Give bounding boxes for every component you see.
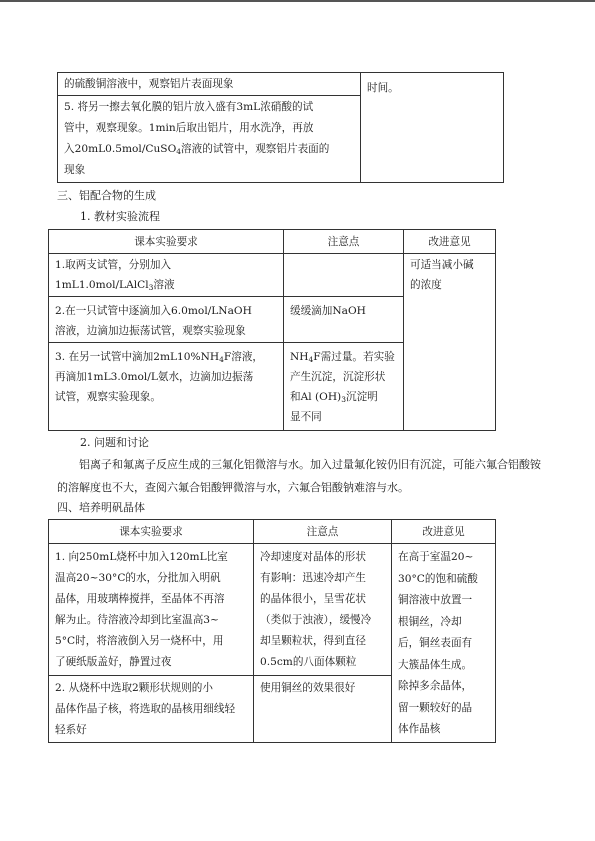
table-cell bbox=[49, 254, 284, 297]
table-row bbox=[58, 73, 504, 96]
cell-text: $NH_4F$需过量。若实验 bbox=[290, 351, 395, 364]
subscript-text: 4 bbox=[308, 355, 314, 364]
table-alum-crystal bbox=[48, 519, 496, 743]
cell-text: 1. 向250mL烧杯中加入120mL比室 bbox=[55, 551, 228, 563]
section-title-aluminum-complex: 三、铝配合物的生成 bbox=[57, 189, 156, 202]
cell-text: 除掉多余晶体， bbox=[398, 680, 473, 692]
cell-text: 温高20~30°C的水，分批加入明矾 bbox=[55, 572, 221, 584]
table-cell bbox=[392, 544, 496, 743]
cell-text: 在高于室温20~ bbox=[398, 551, 474, 563]
subsection-title-procedure: 1. 教材实验流程 bbox=[80, 210, 160, 223]
cell-text: 3. 在另一试管中滴加$2mL10\%NH_4F$溶液， bbox=[55, 351, 264, 364]
cell-text: 显不同 bbox=[290, 411, 322, 423]
cell-text: 的晶体很小，呈雪花状 bbox=[260, 593, 366, 605]
table-cell bbox=[284, 254, 404, 297]
subscript-text: 4 bbox=[219, 355, 224, 364]
column-header: 注意点 bbox=[284, 230, 404, 254]
table-cell bbox=[58, 96, 361, 183]
column-header: 注意点 bbox=[254, 520, 392, 544]
cell-text: 缓缓滴加NaOH bbox=[290, 305, 366, 317]
cell-text: 后，铜丝表面有 bbox=[398, 637, 473, 649]
cell-text: 2.在一只试管中逐滴加入6.0mol/LNaOH bbox=[55, 305, 252, 317]
discussion-paragraph: 铝离子和氟离子反应生成的三氟化铝微溶与水。加入过量氟化铵仍旧有沉淀，可能六氟合铝酸铵的溶解度也不大，查阅六氟合铝酸钾微溶与水，六氟合铝酸钠难溶与水。 bbox=[57, 458, 541, 494]
table-cell bbox=[361, 73, 504, 183]
cell-text: 却呈颗粒状，得到直径 bbox=[260, 635, 366, 647]
page-top-rule bbox=[0, 0, 595, 2]
table-header-row bbox=[49, 230, 496, 254]
cell-text: 晶体作晶子核，将选取的晶核用细线轻 bbox=[55, 703, 236, 715]
cell-text: 轻系好 bbox=[55, 724, 87, 736]
table-cell bbox=[49, 343, 284, 431]
subscript-text: 3 bbox=[341, 395, 346, 404]
table-cell bbox=[254, 676, 392, 743]
table-header-row bbox=[49, 520, 496, 544]
cell-text: 0.5cm的八面体颗粒 bbox=[260, 656, 357, 668]
cell-text: 5°C时，将溶液倒入另一烧杯中，用 bbox=[55, 635, 224, 647]
table-cell bbox=[58, 73, 361, 96]
subscript-text: 4 bbox=[176, 147, 182, 156]
cell-text: 解为止。待溶液冷却到比室温高3~ bbox=[55, 614, 219, 626]
cell-text: 的硫酸铜溶液中，观察铝片表面现象 bbox=[64, 78, 234, 90]
table-cell bbox=[254, 544, 392, 676]
column-header: 课本实验要求 bbox=[49, 520, 254, 544]
cell-text: 时间。 bbox=[367, 82, 399, 94]
cell-text: 铜溶液中放置一 bbox=[398, 594, 473, 606]
table-cell bbox=[49, 297, 284, 343]
cell-text: 现象 bbox=[64, 164, 86, 176]
cell-text: 产生沉淀，沉淀形状 bbox=[290, 371, 386, 383]
table-cell bbox=[49, 676, 254, 743]
cell-text: 使用铜丝的效果很好 bbox=[260, 682, 356, 694]
cell-text: 再滴加1mL3.0mol/L氨水，边滴加边振荡 bbox=[55, 371, 254, 383]
column-header: 课本实验要求 bbox=[49, 230, 284, 254]
cell-text: （类似于浊液），缓慢冷 bbox=[260, 614, 372, 626]
cell-text: 1mL1.0mol/LAlCl$_3$溶液 bbox=[55, 279, 175, 292]
table-aluminum-reactions-continued bbox=[57, 72, 504, 183]
cell-text: 5. 将另一擦去氧化膜的铝片放入盛有3mL浓硝酸的试 bbox=[64, 101, 314, 113]
cell-text: 2. 从烧杯中选取2颗形状规则的小 bbox=[55, 682, 213, 694]
cell-text: 溶液，边滴加边振荡试管，观察实验现象 bbox=[55, 325, 246, 337]
table-cell bbox=[284, 343, 404, 431]
cell-text: 有影响：迅速冷却产生 bbox=[260, 572, 366, 584]
column-header: 改进意见 bbox=[392, 520, 496, 544]
cell-text: 入20mL0.5mol/CuSO$_4$溶液的试管中，观察铝片表面的 bbox=[64, 143, 330, 156]
cell-text: 晶体，用玻璃棒搅拌，至晶体不再溶 bbox=[55, 593, 225, 605]
subsection-title-discussion: 2. 问题和讨论 bbox=[80, 436, 149, 449]
cell-text: 管中，观察现象。1min后取出铝片，用水洗净，再放 bbox=[64, 122, 314, 134]
table-cell bbox=[49, 544, 254, 676]
cell-text: 试管，观察实验现象。 bbox=[55, 391, 161, 403]
cell-text: 和Al $(OH)_3$沉淀明 bbox=[290, 391, 378, 404]
cell-text: 体作晶核 bbox=[398, 723, 441, 735]
section-title-alum-crystal: 四、培养明矾晶体 bbox=[57, 501, 145, 514]
table-row bbox=[49, 254, 496, 297]
table-cell bbox=[404, 254, 496, 431]
cell-text: 的浓度 bbox=[410, 279, 442, 291]
column-header: 改进意见 bbox=[404, 230, 496, 254]
cell-text: 了硬纸版盖好，静置过夜 bbox=[55, 656, 172, 668]
table-row bbox=[49, 544, 496, 676]
cell-text: 冷却速度对晶体的形状 bbox=[260, 551, 366, 563]
table-cell bbox=[284, 297, 404, 343]
table-aluminum-complex bbox=[48, 229, 496, 431]
cell-text: 大簇晶体生成。 bbox=[398, 658, 473, 671]
cell-text: 30°C的饱和硫酸 bbox=[398, 572, 478, 585]
cell-text: 留一颗较好的晶 bbox=[398, 701, 473, 714]
cell-text: 根铜丝，冷却 bbox=[398, 615, 462, 628]
subscript-text: 3 bbox=[148, 283, 154, 292]
cell-text: 1.取两支试管，分别加入 bbox=[55, 259, 172, 271]
cell-text: 可适当减小碱 bbox=[410, 259, 474, 271]
